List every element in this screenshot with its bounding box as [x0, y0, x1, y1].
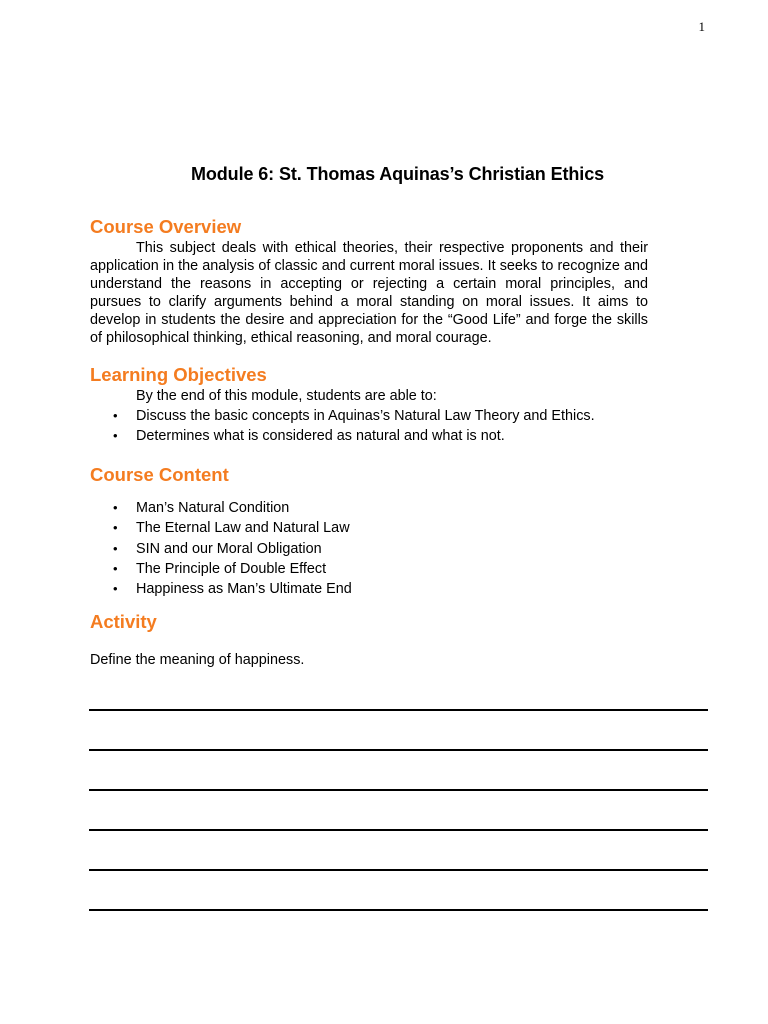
- activity-heading: Activity: [90, 611, 157, 632]
- list-item: [111, 498, 352, 518]
- answer-line[interactable]: [89, 829, 708, 831]
- page-number: 1: [698, 19, 705, 34]
- content-text: The Eternal Law and Natural Law: [136, 520, 350, 537]
- objective-text: Discuss the basic concepts in Aquinas’s Natural Law Theory and Ethics.: [136, 408, 595, 424]
- bullet-icon: •: [113, 520, 118, 536]
- list-item: [111, 426, 595, 446]
- content-text: Man’s Natural Condition: [136, 500, 290, 516]
- answer-line[interactable]: [89, 749, 708, 751]
- answer-line[interactable]: [89, 789, 708, 791]
- module-title: Module 6: St. Thomas Aquinas’s Christian Ethics: [190, 164, 605, 184]
- content-text: SIN and our Moral Obligation: [136, 540, 322, 557]
- activity-prompt: Define the meaning of happiness.: [90, 652, 305, 668]
- learning-objectives-intro: By the end of this module, students are able to:: [136, 388, 437, 404]
- objective-text: Determines what is considered as natural and what is not.: [136, 428, 505, 445]
- bullet-icon: •: [113, 428, 118, 444]
- bullet-icon: •: [113, 540, 118, 556]
- content-text: Happiness as Man’s Ultimate End: [136, 581, 352, 598]
- course-content-list: [111, 498, 352, 599]
- list-item: [111, 579, 352, 599]
- answer-line[interactable]: [89, 709, 708, 711]
- course-overview-heading: Course Overview: [90, 216, 242, 237]
- bullet-icon: •: [113, 581, 118, 597]
- list-item: [111, 539, 352, 559]
- course-overview-body: This subject deals with ethical theories, their respective proponents and their application in the analysis of classic and current moral issues. It seeks to recognize and understand the reasons in accepting or rejecting a certain moral principles, and pursues to clarify arguments behind a moral standing on moral issues. It aims to develop in students the desire and appreciation for the “Good Life” and forge the skills of philosophical thinking, ethical reasoning, and moral courage.: [90, 240, 648, 346]
- learning-objectives-list: [111, 406, 595, 447]
- learning-objectives-heading: Learning Objectives: [90, 364, 267, 385]
- list-item: [111, 406, 595, 426]
- bullet-icon: •: [113, 408, 118, 423]
- course-content-heading: Course Content: [90, 464, 229, 485]
- list-item: [111, 559, 352, 579]
- content-text: The Principle of Double Effect: [136, 560, 327, 577]
- answer-line[interactable]: [89, 909, 708, 911]
- bullet-icon: •: [113, 560, 118, 576]
- bullet-icon: •: [113, 500, 118, 515]
- list-item: [111, 518, 352, 538]
- answer-line[interactable]: [89, 869, 708, 871]
